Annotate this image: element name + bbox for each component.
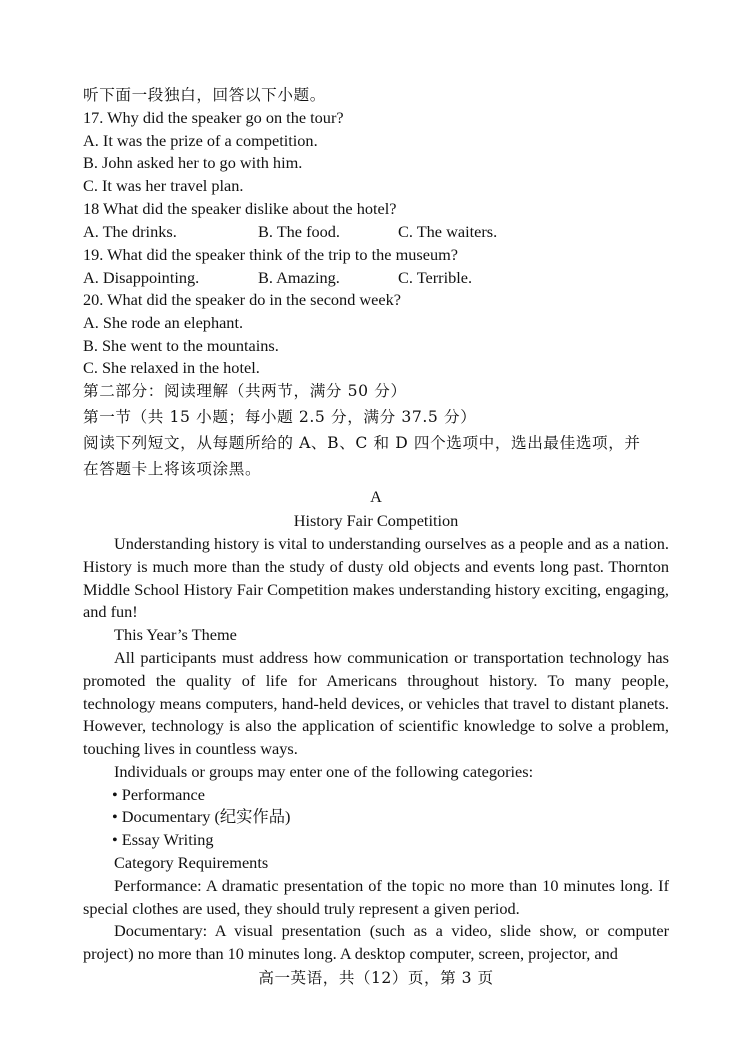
category-essay-writing: • Essay Writing xyxy=(112,830,214,849)
categories-intro: Individuals or groups may enter one of the following categories: xyxy=(114,762,534,781)
question-17-stem: 17. Why did the speaker go on the tour? xyxy=(83,108,344,127)
question-19-option-c: C. Terrible. xyxy=(398,268,473,287)
documentary-requirement: Documentary: A visual presentation (such as a video, slide show, or computer project) no more than 10 minutes long. A desktop computer, screen, projector, and xyxy=(83,921,669,963)
instructions-line-2: 在答题卡上将该项涂黑。 xyxy=(83,460,262,478)
question-19-stem: 19. What did the speaker think of the trip to the museum? xyxy=(83,245,458,264)
question-18-option-a: A. The drinks. xyxy=(83,222,177,241)
question-19-option-a: A. Disappointing. xyxy=(83,268,200,287)
part2-title: 第二部分：阅读理解（共两节，满分 50 分） xyxy=(83,382,407,400)
section1-title: 第一节（共 15 小题；每小题 2.5 分，满分 37.5 分） xyxy=(83,408,477,426)
passage-paragraph-1: Understanding history is vital to understanding ourselves as a people and as a nation. History is much more than the study of dusty old objects and events long past. Thornton Middle School History Fair Competition makes understanding history exciting, engaging, and fun! xyxy=(83,534,669,622)
passage-title: History Fair Competition xyxy=(293,511,459,530)
listening-intro: 听下面一段独白，回答以下小题。 xyxy=(83,86,326,104)
question-20-stem: 20. What did the speaker do in the second week? xyxy=(83,290,401,309)
question-18-option-c: C. The waiters. xyxy=(398,222,498,241)
question-18-options xyxy=(83,221,497,243)
passage-letter: A xyxy=(370,487,382,506)
passage-paragraph-2: All participants must address how communication or transportation technology has promoted the quality of life for Americans throughout history. To many people, technology means computers, hand-held devices, or vehicles that travel to distant planets. However, technology is also the application of scientific knowledge to solve a problem, touching lives in countless ways. xyxy=(83,648,669,759)
question-20-option-b: B. She went to the mountains. xyxy=(83,336,279,355)
question-20-option-a: A. She rode an elephant. xyxy=(83,313,244,332)
question-20-option-c: C. She relaxed in the hotel. xyxy=(83,358,260,377)
question-19-option-b: B. Amazing. xyxy=(258,268,340,287)
question-17-option-a: A. It was the prize of a competition. xyxy=(83,131,318,150)
question-18-stem: 18 What did the speaker dislike about the hotel? xyxy=(83,199,397,218)
question-19-options xyxy=(83,267,472,289)
question-17-option-c: C. It was her travel plan. xyxy=(83,176,244,195)
page-footer: 高一英语，共（12）页，第 3 页 xyxy=(258,969,494,987)
requirements-heading: Category Requirements xyxy=(114,853,269,872)
question-17-option-b: B. John asked her to go with him. xyxy=(83,153,303,172)
instructions-line-1: 阅读下列短文，从每题所给的 A、B、C 和 D 四个选项中，选出最佳选项，并 xyxy=(83,434,641,452)
category-performance: • Performance xyxy=(112,785,205,804)
theme-heading: This Year’s Theme xyxy=(114,625,237,644)
question-18-option-b: B. The food. xyxy=(258,222,341,241)
performance-requirement: Performance: A dramatic presentation of the topic no more than 10 minutes long. If special clothes are used, they should truly represent a given period. xyxy=(83,876,669,918)
category-documentary: • Documentary (纪实作品) xyxy=(112,807,291,826)
